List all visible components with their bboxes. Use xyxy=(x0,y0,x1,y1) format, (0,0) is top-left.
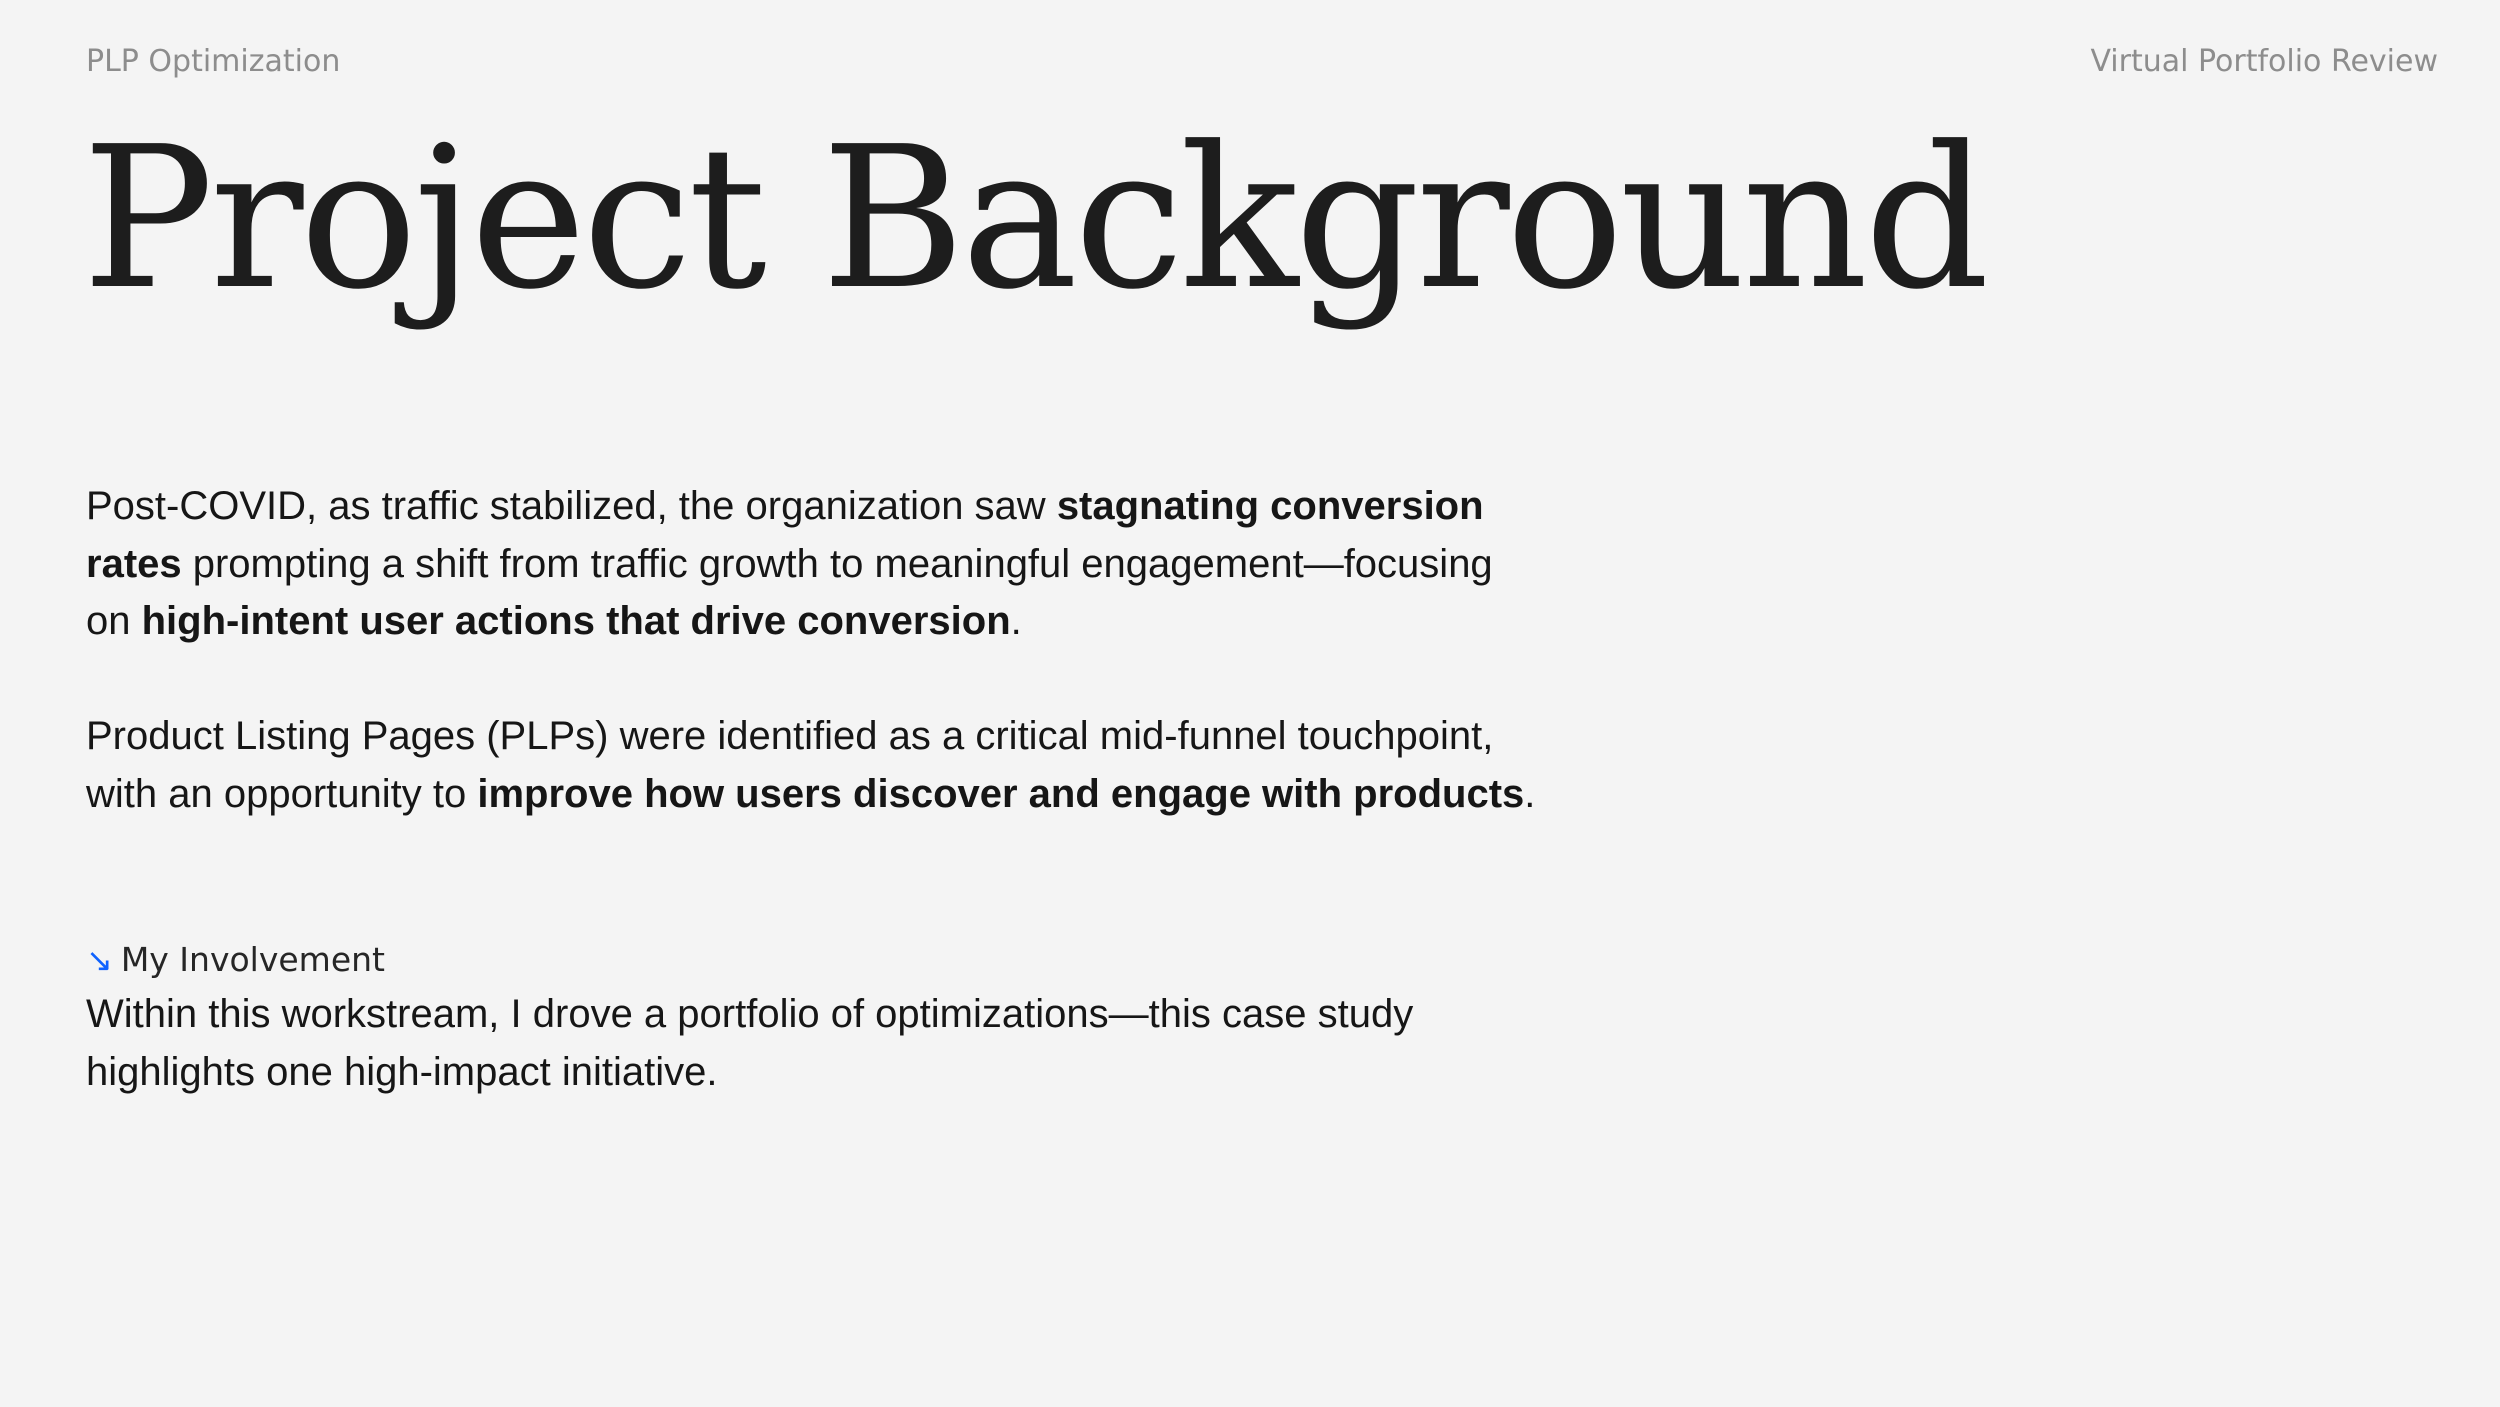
presentation-label: Virtual Portfolio Review xyxy=(2090,44,2438,79)
paragraph-emphasis: high-intent user actions that drive conversion xyxy=(141,599,1011,643)
paragraph-text: Product Listing Pages (PLPs) were identified as a critical mid-funnel touchpoint, with an opportunity to xyxy=(86,714,1494,816)
paragraph-text: Post-COVID, as traffic stabilized, the organization saw xyxy=(86,484,1057,528)
involvement-paragraph: Within this workstream, I drove a portfolio of optimizations—this case study highlights one high-impact initiative. xyxy=(86,992,1414,1094)
involvement-label: My Involvement xyxy=(120,940,385,979)
page-title: Project Background xyxy=(82,105,1986,333)
arrow-down-right-icon: ↘ xyxy=(86,940,113,979)
paragraph-text: . xyxy=(1524,771,1536,816)
paragraph-text: prompting a shift from traffic growth to meaningful engagement—focusing on xyxy=(86,541,1493,643)
paragraph-emphasis: stagnating conversion rates xyxy=(86,484,1484,586)
paragraph-emphasis: improve how users discover and engage with products xyxy=(477,771,1525,816)
involvement-heading xyxy=(86,940,385,979)
section-label: PLP Optimization xyxy=(86,44,341,79)
paragraph-text: . xyxy=(1010,599,1022,643)
background-paragraph-1 xyxy=(86,478,1536,651)
background-paragraph-2 xyxy=(86,708,1536,823)
